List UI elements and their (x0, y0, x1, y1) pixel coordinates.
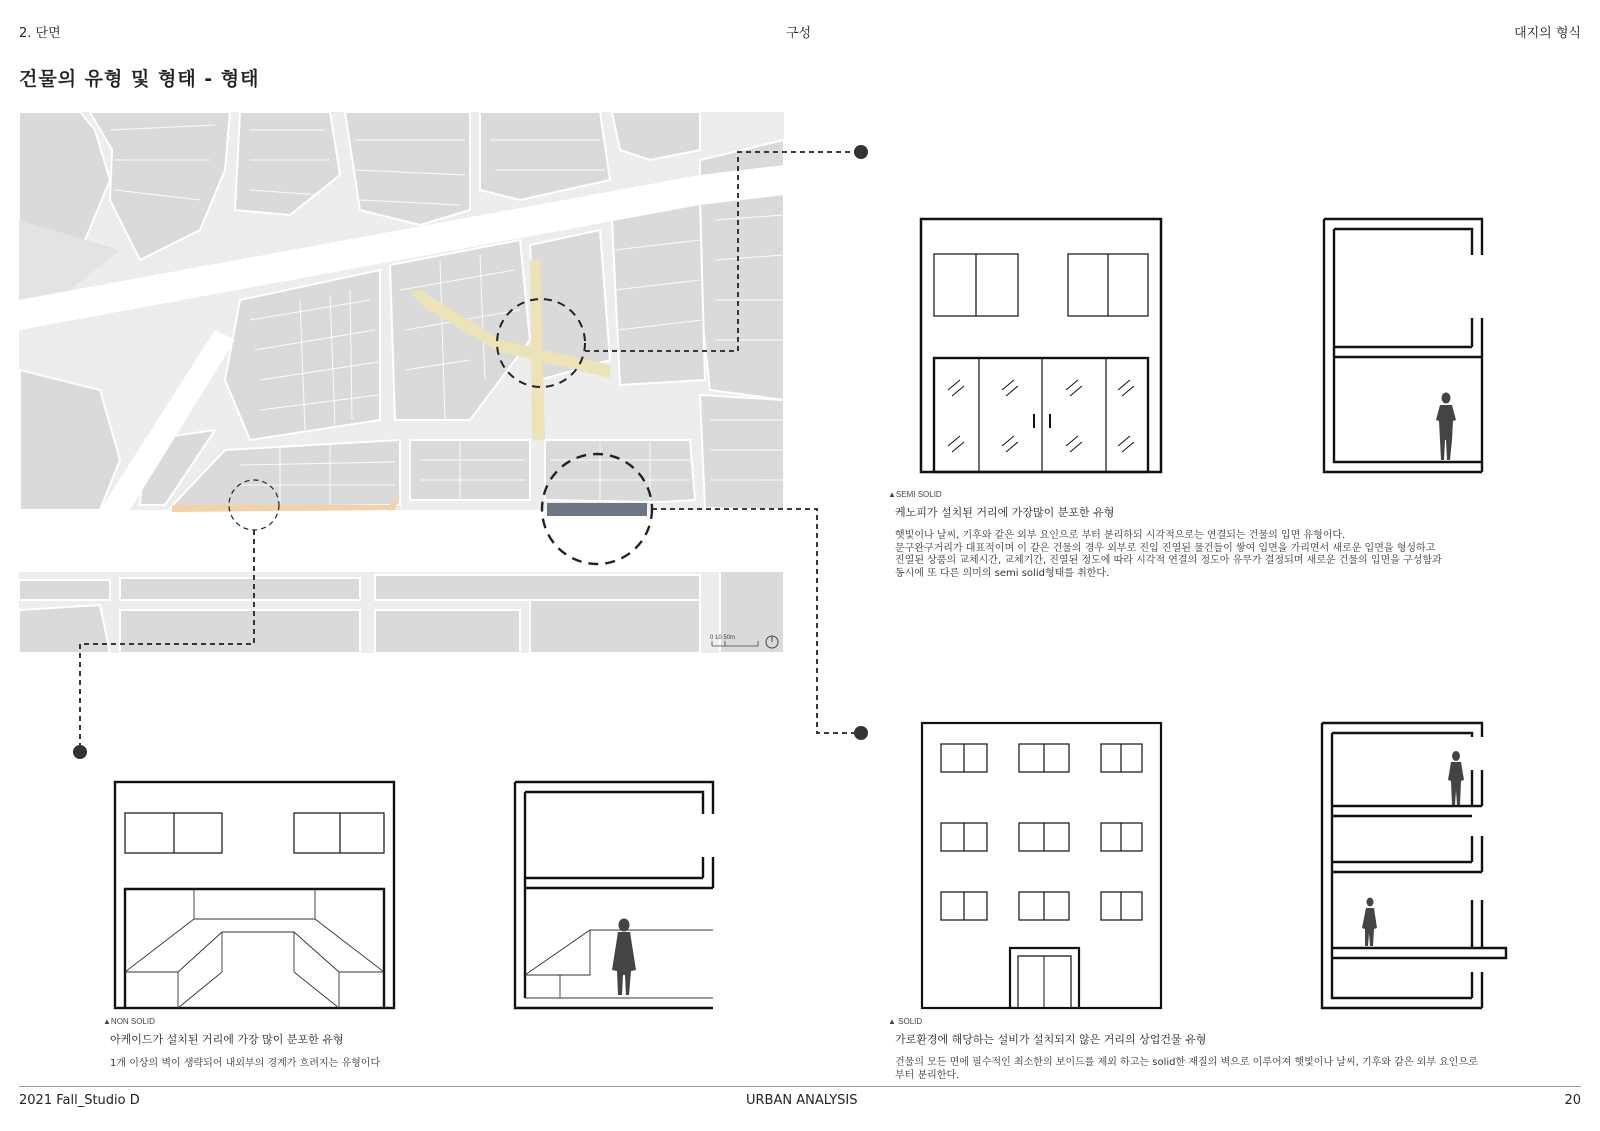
semi-solid-pin (854, 145, 868, 159)
non-solid-pin (73, 745, 87, 759)
header-center-label: 구성 (786, 26, 812, 41)
solid-street-marker (547, 503, 647, 516)
semi-solid-elevation (921, 219, 1161, 472)
solid-tag: ▲ SOLID (888, 1017, 923, 1026)
semi-solid-tag: ▲SEMI SOLID (888, 490, 942, 499)
person-silhouette-icon (1448, 751, 1464, 805)
page-title: 건물의 유형 및 형태 - 형태 (19, 68, 260, 90)
non-solid-elevation (115, 782, 394, 1008)
non-solid-subtitle: 아케이드가 설치된 거리에 가장 많이 분포한 유형 (110, 1033, 344, 1046)
solid-section (1322, 723, 1506, 1008)
semi-solid-section (1324, 219, 1482, 472)
solid-elevation (922, 723, 1161, 1008)
non-solid-description: 1개 이상의 벽이 생략되어 내외부의 경계가 흐려지는 유형이다 (110, 1058, 381, 1069)
footer-divider (19, 1086, 1581, 1087)
scale-label: 0 10 50m (710, 635, 736, 641)
non-solid-tag: ▲NON SOLID (103, 1017, 155, 1026)
footer-left: 2021 Fall_Studio D (19, 1093, 140, 1108)
solid-pin (854, 726, 868, 740)
person-silhouette-icon (1436, 393, 1456, 461)
solid-subtitle: 가로환경에 해당하는 설비가 설치되지 않은 거리의 상업건물 유형 (895, 1033, 1207, 1046)
section-label: 2. 단면 (19, 26, 61, 41)
site-map (19, 112, 784, 653)
non-solid-section (515, 782, 713, 1008)
semi-solid-subtitle: 케노피가 설치된 거리에 가장많이 분포한 유형 (895, 506, 1115, 519)
solid-description: 건물의 모든 면에 필수적인 최소한의 보이드를 제외 하고는 solid한 재질의 벽으로 이루어져 햇빛이나 날씨, 기후와 같은 외부 요인으로 부터 분리한다. (895, 1057, 1478, 1081)
header-right-label: 대지의 형식 (1514, 26, 1581, 41)
semi-solid-description: 햇빛이나 날씨, 기후와 같은 외부 요인으로 부터 분리하되 시각적으로는 연결되는 건물의 입면 유형이다. 문구완구거리가 대표적이며 이 같은 건물의 경우 외부로 진입 진열된 물건들이 쌓여 입면을 가리면서 새로운 입면을 형성하고 진열된 상품의 교체시간, 교체기간, 진열된 정도에 따라 시각적 연결의 정도아 유무가 결정되며 새로운 건물의 입면을 구성함과 동시에 또 다른 의미의 semi solid형태를 취한다. (895, 530, 1442, 579)
page-number: 20 (1564, 1093, 1581, 1108)
person-silhouette-icon (1362, 898, 1377, 947)
footer-center: URBAN ANALYSIS (746, 1093, 858, 1108)
